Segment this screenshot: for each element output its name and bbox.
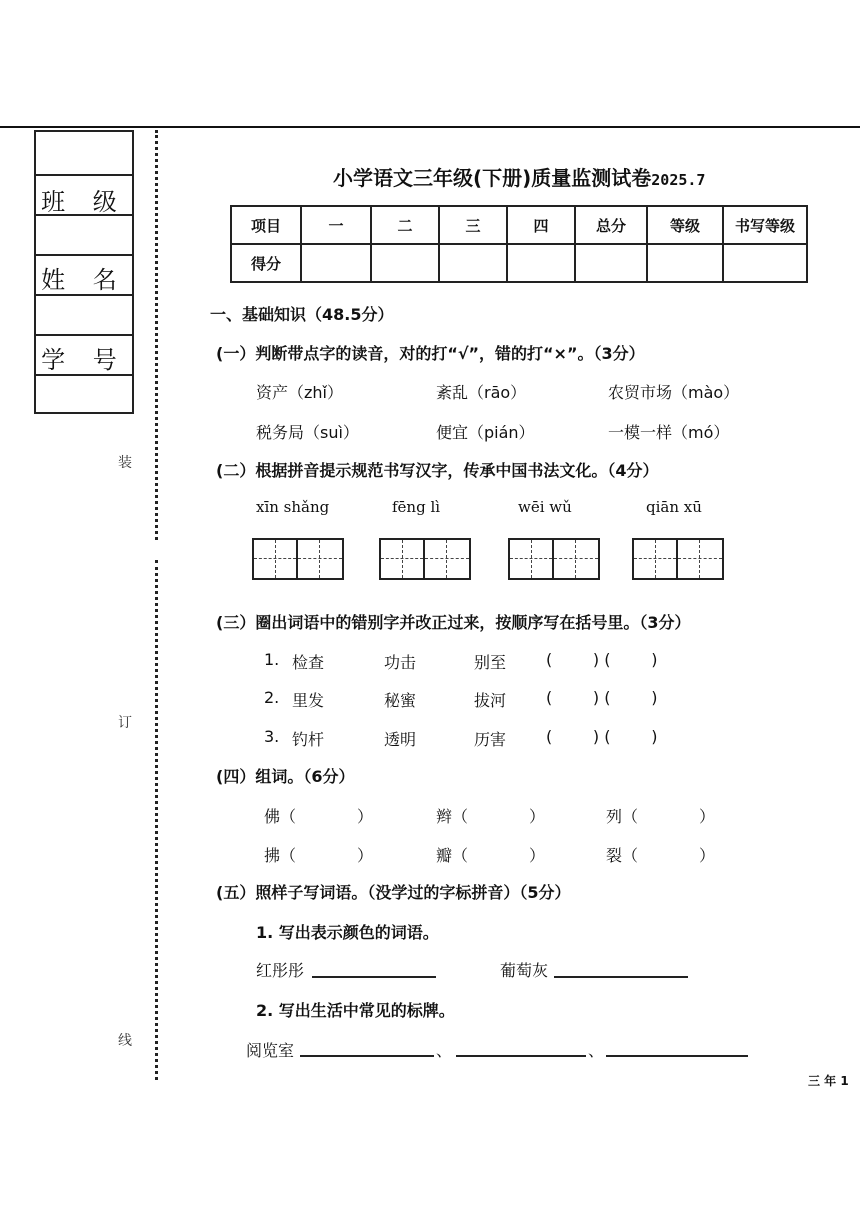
binding-mark: 线 <box>118 1033 132 1049</box>
student-id-label: 学 号 <box>41 346 127 374</box>
score-cell[interactable] <box>723 244 807 282</box>
binding-dotted-line <box>155 130 158 540</box>
score-table-row <box>231 244 807 282</box>
q3-heading: (三）圈出词语中的错别字并改正过来，按顺序写在括号里。（3分） <box>216 613 691 632</box>
name-label: 姓 名 <box>41 266 127 294</box>
q3-word: 钓杆 <box>292 730 325 749</box>
score-cell[interactable] <box>371 244 439 282</box>
q3-word: 里发 <box>292 691 325 710</box>
table-header-cell: 项目 <box>231 206 301 244</box>
table-header-cell: 等级 <box>647 206 723 244</box>
writing-grid[interactable] <box>379 538 471 580</box>
q1-item: 税务局（suì） <box>256 423 359 442</box>
q1-item: 资产（zhǐ） <box>256 383 343 402</box>
score-cell[interactable] <box>575 244 647 282</box>
q3-word: 检查 <box>292 653 325 672</box>
writing-grid[interactable] <box>252 538 344 580</box>
q5-sub1: 1. 写出表示颜色的词语。 <box>256 923 439 942</box>
pinyin-prompt: fēng lì <box>392 498 441 516</box>
separator: 、 <box>588 1041 605 1060</box>
q4-item[interactable]: 拂（ ） <box>264 846 374 865</box>
score-cell[interactable] <box>439 244 507 282</box>
q3-word: 透明 <box>384 730 417 749</box>
exam-title <box>333 162 705 191</box>
exam-year: 2025.7 <box>651 171 706 189</box>
q3-word: 别至 <box>474 653 507 672</box>
q1-item: 紊乱（rāo） <box>436 383 527 402</box>
table-header-cell: 一 <box>301 206 371 244</box>
table-header-cell: 三 <box>439 206 507 244</box>
divider <box>36 214 132 216</box>
q1-item: 便宜（pián） <box>436 423 535 442</box>
divider <box>36 374 132 376</box>
binding-mark: 订 <box>118 715 132 731</box>
q1-item: 农贸市场（mào） <box>608 383 740 402</box>
q3-word: 功击 <box>384 653 417 672</box>
table-header-cell: 四 <box>507 206 575 244</box>
separator: 、 <box>436 1041 453 1060</box>
q3-word: 历害 <box>474 730 507 749</box>
q3-number: 3. <box>264 727 280 746</box>
answer-line[interactable] <box>300 1055 434 1057</box>
score-table <box>230 205 808 283</box>
pinyin-prompt: wēi wǔ <box>518 498 572 516</box>
score-table-header-row <box>231 206 807 244</box>
table-header-cell: 书写等级 <box>723 206 807 244</box>
q3-number: 2. <box>264 688 280 707</box>
answer-line[interactable] <box>554 976 688 978</box>
q5-example: 阅览室 <box>246 1041 295 1060</box>
answer-brackets[interactable]: ( ) ( ) <box>546 727 658 746</box>
divider <box>36 254 132 256</box>
q3-word: 秘蜜 <box>384 691 417 710</box>
q2-heading: (二）根据拼音提示规范书写汉字，传承中国书法文化。（4分） <box>216 461 659 480</box>
writing-grid[interactable] <box>632 538 724 580</box>
q3-word: 拔河 <box>474 691 507 710</box>
q4-item[interactable]: 辫（ ） <box>436 807 546 826</box>
score-cell[interactable] <box>301 244 371 282</box>
q4-item[interactable]: 列（ ） <box>606 807 716 826</box>
table-header-cell: 总分 <box>575 206 647 244</box>
grid-cell[interactable] <box>425 540 469 578</box>
grid-cell[interactable] <box>298 540 342 578</box>
grid-cell[interactable] <box>554 540 598 578</box>
binding-mark: 装 <box>118 455 132 471</box>
grid-cell[interactable] <box>510 540 554 578</box>
q1-heading: (一）判断带点字的读音，对的打“√”，错的打“×”。（3分） <box>216 344 645 363</box>
q4-item[interactable]: 佛（ ） <box>264 807 374 826</box>
grid-cell[interactable] <box>381 540 425 578</box>
answer-line[interactable] <box>606 1055 748 1057</box>
score-cell[interactable] <box>647 244 723 282</box>
answer-line[interactable] <box>312 976 436 978</box>
q3-number: 1. <box>264 650 280 669</box>
binding-dotted-line <box>155 560 158 1080</box>
answer-line[interactable] <box>456 1055 586 1057</box>
divider <box>36 174 132 176</box>
q5-example: 葡萄灰 <box>500 961 549 980</box>
score-cell[interactable] <box>507 244 575 282</box>
answer-brackets[interactable]: ( ) ( ) <box>546 650 658 669</box>
student-info-box <box>34 130 134 414</box>
grid-cell[interactable] <box>678 540 722 578</box>
exam-title-text: 小学语文三年级(下册)质量监测试卷 <box>333 166 652 190</box>
divider <box>36 334 132 336</box>
pinyin-prompt: xīn shǎng <box>256 498 330 516</box>
grid-cell[interactable] <box>634 540 678 578</box>
table-header-cell: 二 <box>371 206 439 244</box>
q1-item: 一模一样（mó） <box>608 423 730 442</box>
page-mark: 三 年 1 <box>808 1074 849 1088</box>
writing-grid[interactable] <box>508 538 600 580</box>
q5-example: 红彤彤 <box>256 961 305 980</box>
table-row-label: 得分 <box>231 244 301 282</box>
q5-heading: (五）照样子写词语。（没学过的字标拼音）（5分） <box>216 883 571 902</box>
divider <box>36 294 132 296</box>
q5-sub2: 2. 写出生活中常见的标牌。 <box>256 1001 455 1020</box>
pinyin-prompt: qiān xū <box>646 498 702 516</box>
answer-brackets[interactable]: ( ) ( ) <box>546 688 658 707</box>
q4-item[interactable]: 瓣（ ） <box>436 846 546 865</box>
grid-cell[interactable] <box>254 540 298 578</box>
class-label: 班 级 <box>41 188 127 216</box>
q4-item[interactable]: 裂（ ） <box>606 846 716 865</box>
q4-heading: (四）组词。（6分） <box>216 767 355 786</box>
top-rule <box>0 126 860 128</box>
part1-heading: 一、基础知识（48.5分） <box>210 305 394 324</box>
